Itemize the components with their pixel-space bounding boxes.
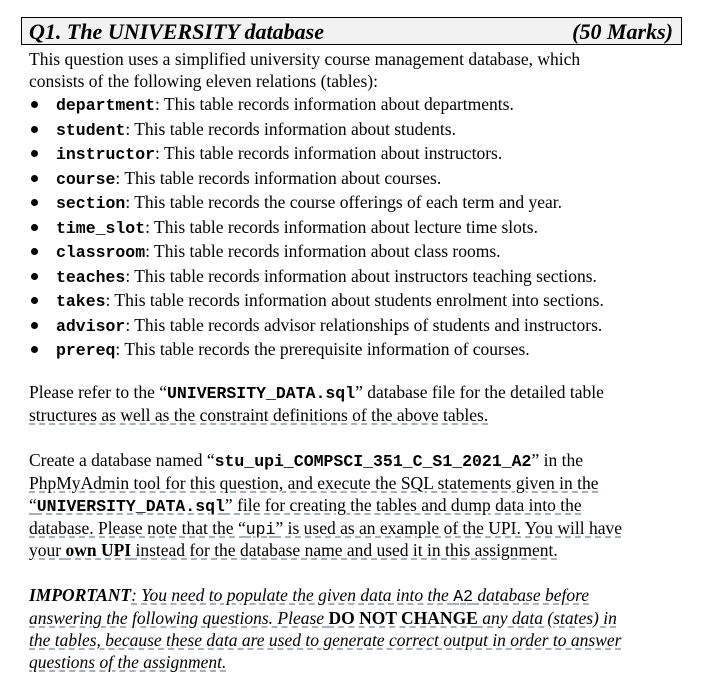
table-name: prereq (56, 341, 116, 360)
question-title: Q1. The UNIVERSITY database (29, 19, 324, 44)
important-text: : You need to populate the given data into the (131, 585, 454, 605)
table-description: : This table records information about instructors teaching sections. (125, 265, 597, 286)
table-name: takes (56, 292, 106, 311)
bullet-icon (31, 322, 38, 329)
refer-text: ” database file for the detailed table (355, 382, 604, 402)
table-description: : This table records information about class rooms. (145, 241, 501, 261)
refer-text: Please refer to the “ (29, 382, 167, 402)
list-item (29, 216, 604, 241)
list-item (29, 314, 604, 339)
table-name: course (56, 169, 116, 189)
create-text: “ (29, 495, 37, 515)
create-line-4 (29, 517, 622, 541)
table-name: department (56, 96, 156, 115)
table-description: : This table records information about instructors. (155, 143, 503, 163)
create-line-2: PhpMyAdmin tool for this question, and execute the SQL statements given in the (29, 473, 599, 493)
create-text: ” file for creating the tables and dump data into the (224, 495, 582, 515)
important-line-1 (29, 584, 589, 608)
sql-file-name: UNIVERSITY_DATA.sql (36, 497, 225, 516)
create-text: your (29, 540, 66, 560)
table-description: : This table records the prerequisite information of courses. (115, 339, 530, 359)
create-text: database. Please note that the “ (29, 518, 246, 538)
table-name: advisor (56, 316, 126, 336)
intro-line-2: consists of the following eleven relations (tables): (29, 71, 378, 91)
refer-line-2: structures as well as the constraint definitions of the above tables. (29, 405, 489, 425)
table-name: classroom (56, 243, 146, 262)
bullet-icon (31, 297, 38, 304)
list-item (29, 93, 604, 118)
list-item (29, 265, 604, 290)
list-item (29, 191, 604, 216)
refer-line-1 (29, 381, 604, 405)
question-header (21, 17, 682, 45)
create-line-3 (29, 494, 582, 518)
create-line-1 (29, 449, 583, 473)
create-line-5 (29, 539, 558, 561)
create-text: instead for the database name and used it in this assignment. (131, 540, 558, 560)
create-text: Create a database named “ (29, 450, 215, 470)
question-marks: (50 Marks) (572, 19, 673, 44)
table-description: : This table records information about students enrolment into sections. (105, 290, 604, 310)
table-description: : This table records information about lecture time slots. (145, 216, 538, 237)
bullet-icon (31, 101, 38, 108)
intro-line-1: This question uses a simplified university course management database, which (29, 49, 581, 69)
important-text: any data (states) in (477, 608, 617, 628)
list-item (29, 167, 604, 192)
table-name: student (56, 120, 126, 140)
table-description: : This table records information about students. (125, 118, 456, 139)
list-item (29, 118, 604, 143)
table-description: : This table records information about courses. (115, 167, 442, 188)
table-name: time_slot (56, 218, 146, 238)
table-description: : This table records information about departments. (155, 94, 514, 114)
bullet-icon (31, 126, 38, 133)
table-name: instructor (56, 145, 156, 164)
bullet-icon (31, 150, 38, 157)
bullet-icon (31, 346, 38, 353)
table-list (29, 93, 604, 363)
upi-code: upi (245, 520, 276, 539)
bullet-icon (31, 273, 38, 280)
list-item (29, 240, 604, 265)
important-line-4: questions of the assignment. (29, 652, 227, 672)
database-name: stu_upi_COMPSCI_351_C_S1_2021_A2 (214, 452, 532, 471)
own-upi-emphasis: own UPI (65, 540, 132, 560)
create-text: ” is used as an example of the UPI. You will have (275, 518, 622, 538)
important-line-3: the tables, because these data are used to generate correct output in order to answer (29, 630, 622, 650)
bullet-icon (31, 248, 38, 255)
create-text: ” in the (531, 450, 583, 470)
important-text: answering the following questions. Please (29, 608, 329, 628)
important-line-2 (29, 607, 617, 629)
do-not-change-emphasis: DO NOT CHANGE (328, 608, 478, 628)
list-item (29, 142, 604, 167)
database-code: A2 (453, 587, 474, 606)
list-item (29, 338, 604, 363)
list-item (29, 289, 604, 314)
bullet-icon (31, 199, 38, 206)
important-text: database before (473, 585, 590, 605)
table-name: section (56, 194, 126, 213)
table-name: teaches (56, 267, 126, 287)
bullet-icon (31, 175, 38, 182)
bullet-icon (31, 224, 38, 231)
table-description: : This table records advisor relationships of students and instructors. (125, 314, 603, 335)
sql-file-name: UNIVERSITY_DATA.sql (166, 384, 356, 403)
important-label: IMPORTANT (29, 585, 132, 605)
table-description: : This table records the course offerings of each term and year. (125, 192, 563, 212)
